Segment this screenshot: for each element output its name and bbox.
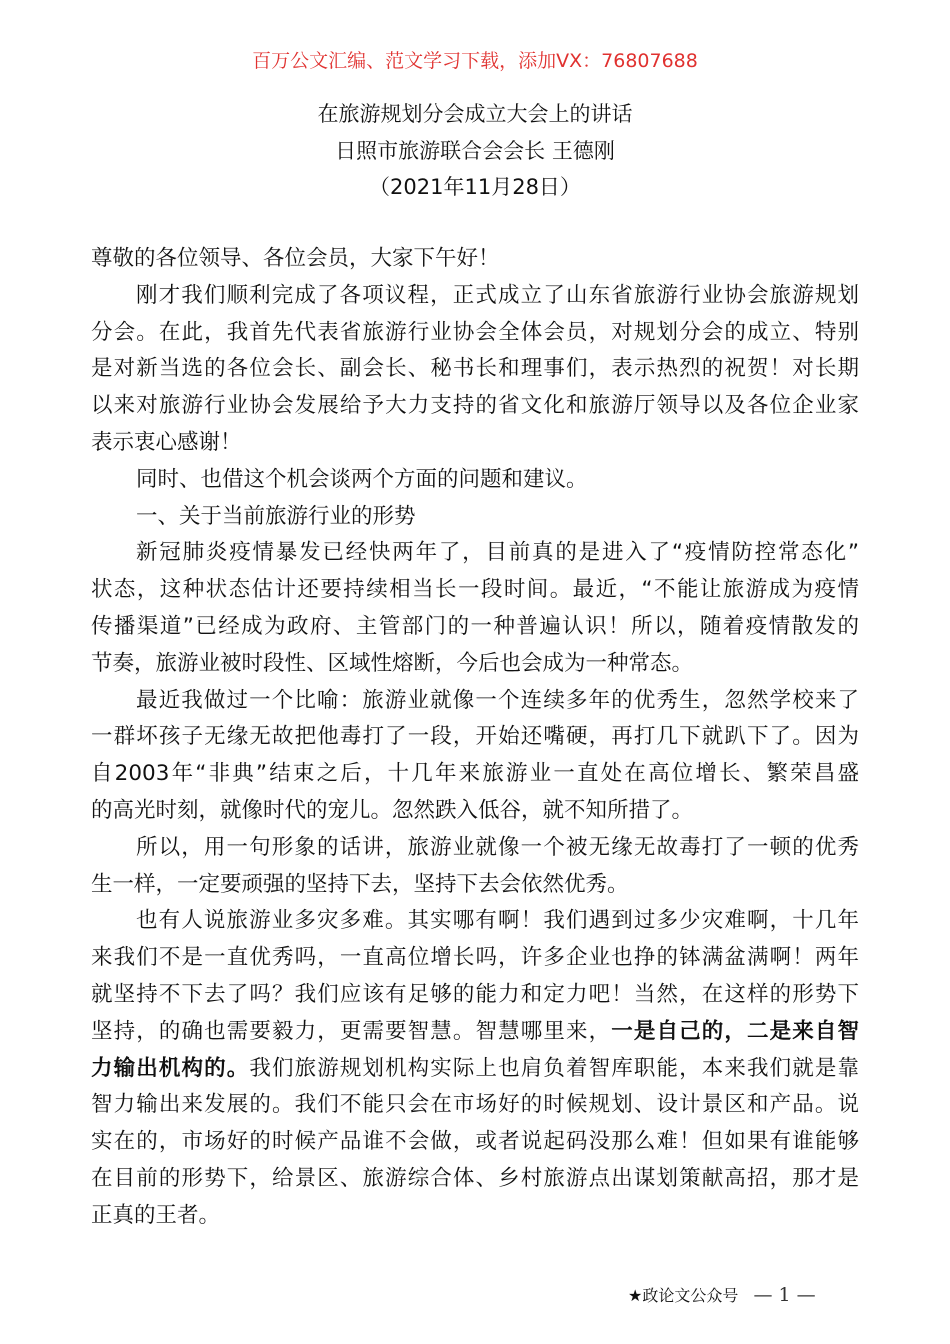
text-line: [91, 1124, 859, 1161]
speaker-line: 日照市旅游联合会会长 王德刚: [335, 139, 615, 163]
text-segment: 刚才我们顺利完成了各项议程，正式成立了山东省旅游行业协会旅游规划: [136, 282, 859, 308]
text-segment: 也有人说旅游业多灾多难。其实哪有啊！我们遇到过多少灾难啊，十几年: [136, 908, 859, 934]
text-line: [91, 756, 859, 793]
text-segment: 生一样，一定要顽强的坚持下去，坚持下去会依然优秀。: [91, 871, 629, 897]
text-segment: 最近我做过一个比喻：旅游业就像一个连续多年的优秀生，忽然学校来了: [136, 687, 859, 713]
text-line: [91, 683, 859, 720]
bold-text: 力输出机构的。: [91, 1055, 250, 1081]
text-segment: 所以，用一句形象的话讲，旅游业就像一个被无缘无故毒打了一顿的优秀: [136, 834, 859, 860]
text-segment: 实在的，市场好的时候产品谁不会做，或者说起码没那么难！但如果有谁能够: [91, 1129, 859, 1155]
text-segment: 以来对旅游行业协会发展给予大力支持的省文化和旅游厅领导以及各位企业家: [91, 393, 859, 419]
text-segment: 是对新当选的各位会长、副会长、秘书长和理事们，表示热烈的祝贺！对长期: [91, 356, 859, 382]
text-segment: 自2003年“非典”结束之后，十几年来旅游业一直处在高位增长、繁荣昌盛: [91, 761, 859, 787]
text-line: [91, 1161, 859, 1198]
text-segment: 一群坏孩子无缘无故把他毒打了一段，开始还嘴硬，再打几下就趴下了。因为: [91, 724, 859, 750]
text-segment: 状态，这种状态估计还要持续相当长一段时间。最近，“不能让旅游成为疫情: [91, 577, 859, 603]
text-line: [91, 867, 859, 904]
text-line: [91, 535, 859, 572]
text-segment: 来我们不是一直优秀吗，一直高位增长吗，许多企业也挣的钵满盆满啊！两年: [91, 945, 859, 971]
text-line: [91, 572, 859, 609]
text-line: [91, 425, 859, 462]
text-line: [91, 1051, 859, 1088]
text-segment: 尊敬的各位领导、各位会员，大家下午好！: [91, 246, 500, 271]
text-segment: 表示衷心感谢！: [91, 429, 242, 455]
page-number: — 1 —: [753, 1284, 816, 1306]
download-banner: 百万公文汇编、范文学习下载，添加VX：76807688: [252, 50, 698, 72]
text-segment: 就坚持不下去了吗？我们应该有足够的能力和定力吧！当然，在这样的形势下: [91, 981, 859, 1007]
text-line: [91, 278, 859, 315]
text-line: [91, 1014, 859, 1051]
text-segment: 新冠肺炎疫情暴发已经快两年了，目前真的是进入了“疫情防控常态化”: [136, 540, 859, 566]
text-line: [91, 1087, 859, 1124]
text-segment: 我们旅游规划机构实际上也肩负着智库职能，本来我们就是靠: [249, 1055, 859, 1081]
text-line: [91, 609, 859, 646]
text-line: [91, 830, 859, 867]
text-segment: 同时、也借这个机会谈两个方面的问题和建议。: [136, 466, 588, 492]
bold-text: 一是自己的，二是来自智: [611, 1018, 859, 1044]
text-line: [91, 462, 859, 499]
text-segment: 坚持，的确也需要毅力，更需要智慧。智慧哪里来，: [91, 1018, 612, 1044]
text-line: [91, 241, 859, 278]
text-line: [91, 903, 859, 940]
text-line: [91, 388, 859, 425]
text-segment: 在目前的形势下，给景区、旅游综合体、乡村旅游点出谋划策献高招，那才是: [91, 1165, 859, 1191]
footer-source: ★政论文公众号: [628, 1286, 739, 1305]
text-line: [91, 1198, 859, 1235]
document-body: [91, 241, 859, 1235]
date-line: （2021年11月28日）: [369, 175, 581, 199]
text-line: [91, 793, 859, 830]
text-segment: 的高光时刻，就像时代的宠儿。忽然跌入低谷，就不知所措了。: [91, 797, 694, 823]
document-title: 在旅游规划分会成立大会上的讲话: [317, 102, 633, 126]
text-segment: 一、关于当前旅游行业的形势: [136, 503, 416, 529]
text-line: [91, 940, 859, 977]
text-segment: 分会。在此，我首先代表省旅游行业协会全体会员，对规划分会的成立、特别: [91, 319, 859, 345]
text-segment: 正真的王者。: [91, 1202, 221, 1228]
text-segment: 传播渠道”已经成为政府、主管部门的一种普遍认识！所以，随着疫情散发的: [91, 613, 859, 639]
text-line: [91, 315, 859, 352]
page-footer: [628, 1283, 816, 1306]
text-line: [91, 719, 859, 756]
text-line: [91, 351, 859, 388]
text-line: [91, 499, 859, 536]
text-segment: 节奏，旅游业被时段性、区域性熔断，今后也会成为一种常态。: [91, 650, 694, 676]
text-segment: 智力输出来发展的。我们不能只会在市场好的时候规划、设计景区和产品。说: [91, 1092, 859, 1118]
text-line: [91, 977, 859, 1014]
text-line: [91, 646, 859, 683]
